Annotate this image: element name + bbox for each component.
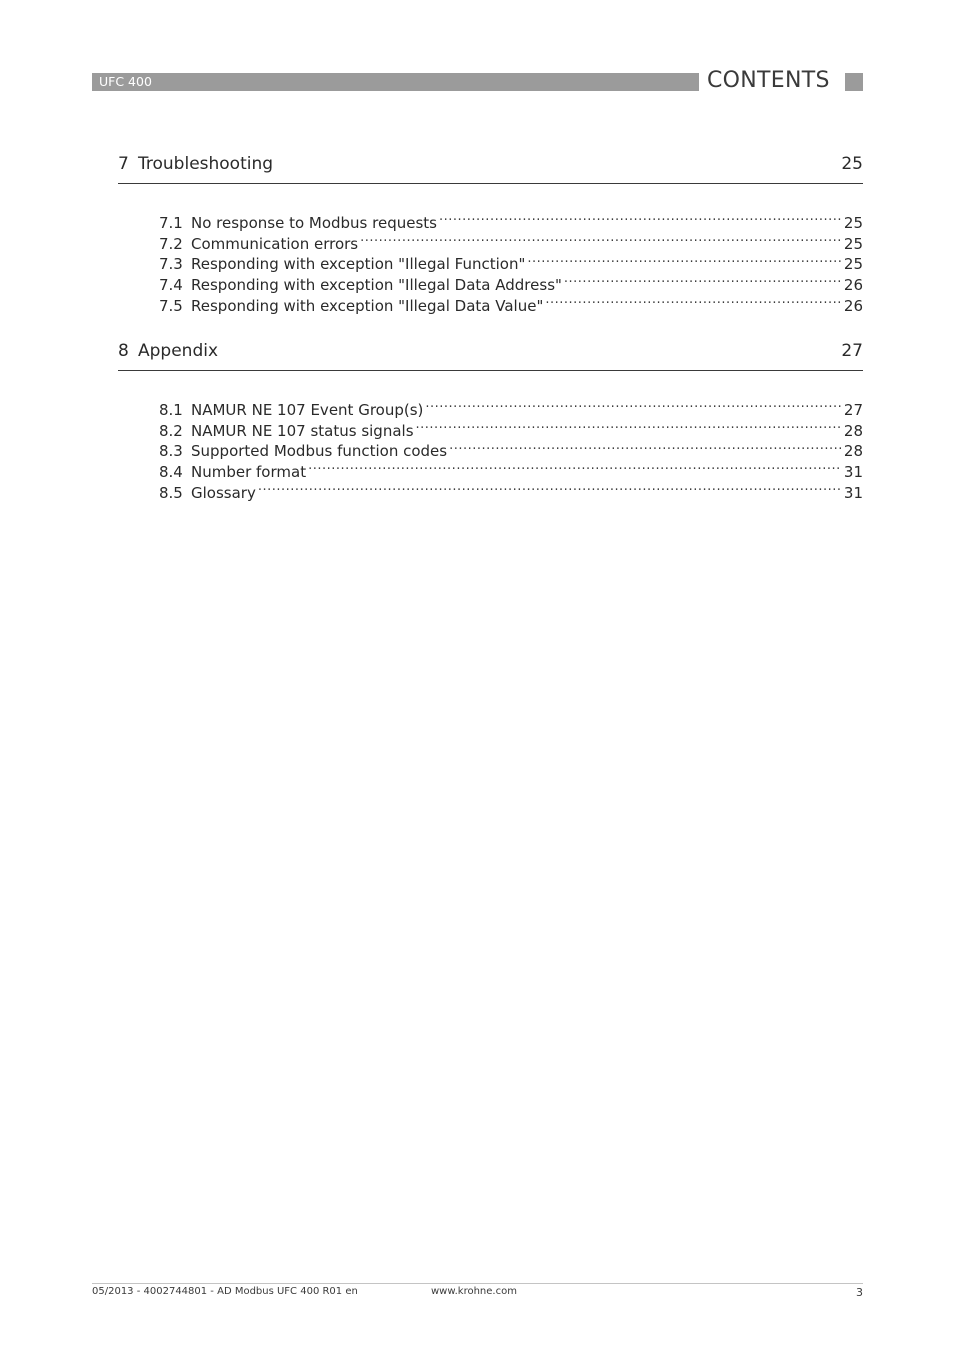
dot-leader bbox=[527, 249, 842, 270]
entry-page: 26 bbox=[843, 276, 863, 295]
chapter-number: 7 bbox=[118, 154, 129, 174]
toc-entry[interactable] bbox=[159, 269, 863, 295]
dot-leader bbox=[425, 394, 842, 415]
entry-page: 25 bbox=[843, 255, 863, 274]
entry-title: Supported Modbus function codes bbox=[191, 442, 448, 461]
entry-title: Communication errors bbox=[191, 234, 359, 253]
dot-leader bbox=[449, 436, 842, 457]
dot-leader bbox=[545, 290, 842, 311]
footer-divider bbox=[92, 1283, 863, 1284]
entry-number: 8.1 bbox=[159, 400, 183, 419]
entry-number: 7.5 bbox=[159, 296, 183, 315]
entry-title: Number format bbox=[191, 463, 307, 482]
entry-title: Responding with exception "Illegal Data Address" bbox=[191, 276, 562, 295]
toc-entry[interactable] bbox=[159, 436, 863, 461]
footer-page-number: 3 bbox=[856, 1286, 863, 1299]
chapter-title: Appendix bbox=[138, 340, 219, 361]
toc-entry[interactable] bbox=[159, 456, 863, 482]
table-of-contents bbox=[118, 150, 863, 524]
dot-leader bbox=[308, 456, 842, 477]
toc-entry[interactable] bbox=[159, 415, 863, 440]
toc-entry[interactable] bbox=[159, 477, 863, 502]
section-title: CONTENTS bbox=[707, 68, 830, 93]
entry-page: 25 bbox=[843, 234, 863, 253]
entry-title: Responding with exception "Illegal Data Value" bbox=[191, 296, 544, 315]
entry-number: 7.4 bbox=[159, 276, 183, 295]
toc-entry[interactable] bbox=[159, 249, 863, 274]
entry-number: 8.2 bbox=[159, 421, 183, 440]
header-bar bbox=[92, 73, 699, 91]
entry-page: 26 bbox=[843, 296, 863, 315]
toc-entry[interactable] bbox=[159, 207, 863, 232]
entry-title: Responding with exception "Illegal Function" bbox=[191, 255, 526, 274]
entry-page: 28 bbox=[843, 442, 863, 461]
toc-entry[interactable] bbox=[159, 394, 863, 419]
toc-entry[interactable] bbox=[159, 290, 863, 315]
dot-leader bbox=[258, 477, 842, 498]
entry-number: 7.3 bbox=[159, 255, 183, 274]
toc-entries-chapter-7 bbox=[118, 184, 863, 337]
entry-number: 8.4 bbox=[159, 463, 183, 482]
entry-title: NAMUR NE 107 Event Group(s) bbox=[191, 400, 424, 419]
header-square-marker bbox=[845, 73, 863, 91]
entry-page: 28 bbox=[843, 421, 863, 440]
chapter-title: Troubleshooting bbox=[138, 154, 274, 174]
entry-page: 25 bbox=[843, 213, 863, 232]
entry-page: 31 bbox=[843, 483, 863, 502]
dot-leader bbox=[439, 207, 842, 228]
entry-title: No response to Modbus requests bbox=[191, 213, 437, 232]
entry-title: NAMUR NE 107 status signals bbox=[191, 421, 414, 440]
toc-chapter-7[interactable] bbox=[118, 150, 863, 184]
entry-title: Glossary bbox=[191, 483, 256, 502]
entry-number: 8.5 bbox=[159, 483, 183, 502]
dot-leader bbox=[416, 415, 842, 436]
toc-chapter-8[interactable] bbox=[118, 337, 863, 371]
entry-page: 31 bbox=[843, 463, 863, 482]
entry-page: 27 bbox=[843, 400, 863, 419]
entry-number: 7.2 bbox=[159, 234, 183, 253]
footer-document-id: 05/2013 - 4002744801 - AD Modbus UFC 400 R01 en bbox=[92, 1286, 358, 1297]
chapter-number: 8 bbox=[118, 340, 129, 361]
chapter-page: 25 bbox=[841, 154, 863, 174]
dot-leader bbox=[564, 269, 842, 290]
product-name: UFC 400 bbox=[99, 74, 152, 89]
entry-number: 7.1 bbox=[159, 213, 183, 232]
toc-entries-chapter-8 bbox=[118, 371, 863, 524]
entry-number: 8.3 bbox=[159, 442, 183, 461]
page-header bbox=[92, 68, 863, 93]
footer-website-link[interactable]: www.krohne.com bbox=[431, 1286, 517, 1297]
dot-leader bbox=[360, 228, 842, 249]
toc-entry[interactable] bbox=[159, 228, 863, 253]
chapter-page: 27 bbox=[841, 340, 863, 361]
